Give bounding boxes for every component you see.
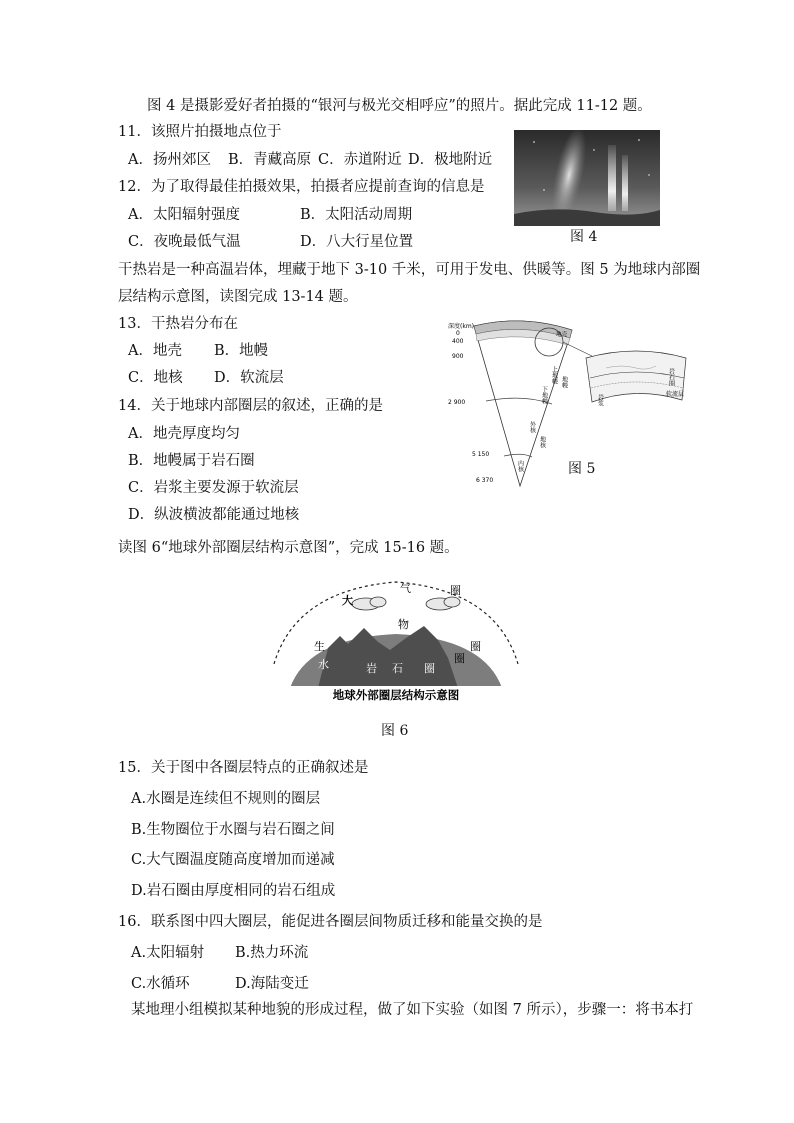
q12-option-b[interactable]: B．太阳活动周期 <box>300 207 413 223</box>
label-outer-core: 外核 <box>528 421 536 433</box>
depth-900: 900 <box>452 353 464 360</box>
depth-5150: 5 150 <box>472 451 490 458</box>
q13-option-b[interactable]: B．地幔 <box>214 343 269 359</box>
q15-option-a[interactable]: A.水圈是连续但不规则的圈层 <box>131 791 321 807</box>
figure-4-caption: 图 4 <box>570 229 598 245</box>
label-atmosphere-1: 大 <box>342 594 353 607</box>
intro-15-16: 读图 6“地球外部圈层结构示意图”，完成 15-16 题。 <box>118 540 459 556</box>
q14-option-c[interactable]: C．岩浆主要发源于软流层 <box>128 480 299 496</box>
q16-options-row1 <box>131 943 308 963</box>
label-inner-core: 内核 <box>516 460 524 472</box>
figure-6-caption: 图 6 <box>381 723 409 739</box>
intro-13-14-line1: 干热岩是一种高温岩体，埋藏于地下 3-10 千米，可用于发电、供暖等。图 5 为地球内部圈 <box>118 262 701 278</box>
label-biosphere-4: 圈 <box>454 652 465 665</box>
q15-option-c[interactable]: C.大气圈温度随高度增加而递减 <box>131 852 335 868</box>
q16-stem: 16．联系图中四大圈层，能促进各圈层间物质迁移和能量交换的是 <box>118 914 543 930</box>
q14-option-a[interactable]: A．地壳厚度均匀 <box>128 426 240 442</box>
closing-line: 某地理小组模拟某种地貌的形成过程，做了如下实验（如图 7 所示），步骤一：将书本打 <box>131 1002 694 1018</box>
q12-stem: 12．为了取得最佳拍摄效果，拍摄者应提前查询的信息是 <box>118 179 485 195</box>
q13-stem: 13．干热岩分布在 <box>118 316 238 332</box>
depth-400: 400 <box>452 338 464 345</box>
q12-options-row2 <box>128 232 413 252</box>
cloud-1 <box>352 597 386 610</box>
figure-6-title: 地球外部圈层结构示意图 <box>332 688 460 702</box>
q14-option-b[interactable]: B．地幔属于岩石圈 <box>128 453 255 469</box>
cloud-2 <box>426 597 460 610</box>
intro-13-14-line2: 层结构示意图，读图完成 13-14 题。 <box>118 289 358 305</box>
q13-option-c[interactable]: C．地核 <box>128 370 183 386</box>
q13-option-d[interactable]: D．软流层 <box>214 370 284 386</box>
q15-option-d[interactable]: D.岩石圈由厚度相同的岩石组成 <box>131 883 336 899</box>
q12-option-a[interactable]: A．太阳辐射强度 <box>128 207 240 223</box>
q13-options-row1 <box>128 341 268 361</box>
q11-options <box>128 150 492 170</box>
label-asthenosphere: 软流层 <box>666 391 685 398</box>
q16-options-row2 <box>131 974 309 994</box>
label-core: 地核 <box>538 436 546 448</box>
label-biosphere-3: 圈 <box>470 640 481 653</box>
label-lithosphere: 岩石圈 <box>667 368 675 386</box>
q16-option-d[interactable]: D.海陆变迁 <box>235 976 309 992</box>
q15-option-b[interactable]: B.生物圈位于水圈与岩石圈之间 <box>131 822 335 838</box>
q11-stem: 11．该照片拍摄地点位于 <box>118 124 282 140</box>
label-crust-small: 地壳 <box>556 332 568 338</box>
label-mantle: 地幔 <box>560 376 568 388</box>
label-lithosphere-2: 石 <box>392 662 403 675</box>
q14-option-d[interactable]: D．纵波横波都能通过地核 <box>128 507 300 523</box>
label-lithosphere-3: 圈 <box>424 662 435 675</box>
q16-option-c[interactable]: C.水循环 <box>131 976 190 992</box>
q14-stem: 14．关于地球内部圈层的叙述，正确的是 <box>118 398 383 414</box>
q12-option-c[interactable]: C．夜晚最低气温 <box>128 234 241 250</box>
q12-options-row1 <box>128 205 412 225</box>
depth-2900: 2 900 <box>448 399 466 406</box>
label-lithosphere-1: 岩 <box>366 662 377 675</box>
label-magma: 岩浆 <box>596 394 604 406</box>
depth-title: 深度(km) <box>448 323 475 330</box>
label-biosphere-1: 生 <box>314 640 325 653</box>
label-hydrosphere: 水 <box>318 658 329 671</box>
label-biosphere-2: 物 <box>398 618 409 631</box>
figure-6-diagram <box>268 578 524 708</box>
figure-5-caption: 图 5 <box>568 461 596 477</box>
q11-option-c[interactable]: C．赤道附近 <box>318 152 402 168</box>
q11-option-d[interactable]: D．极地附近 <box>408 152 493 168</box>
label-lower-mantle: 下地幔 <box>540 386 548 404</box>
q16-option-a[interactable]: A.太阳辐射 <box>131 945 205 961</box>
q15-stem: 15．关于图中各圈层特点的正确叙述是 <box>118 760 369 776</box>
q12-option-d[interactable]: D．八大行星位置 <box>300 234 414 250</box>
q13-options-row2 <box>128 368 284 388</box>
intro-11-12: 图 4 是摄影爱好者拍摄的“银河与极光交相呼应”的照片。据此完成 11-12 题。 <box>147 98 652 114</box>
q11-option-b[interactable]: B．青藏高原 <box>228 152 312 168</box>
depth-6370: 6 370 <box>476 477 494 484</box>
label-atmosphere-3: 圈 <box>450 584 461 597</box>
figure-4-photo <box>514 130 660 226</box>
label-atmosphere-2: 气 <box>400 582 411 595</box>
depth-0: 0 <box>456 330 460 337</box>
label-upper-mantle: 上地幔 <box>550 366 558 384</box>
q11-option-a[interactable]: A．扬州郊区 <box>128 152 211 168</box>
q16-option-b[interactable]: B.热力环流 <box>235 945 309 961</box>
q13-option-a[interactable]: A．地壳 <box>128 343 182 359</box>
